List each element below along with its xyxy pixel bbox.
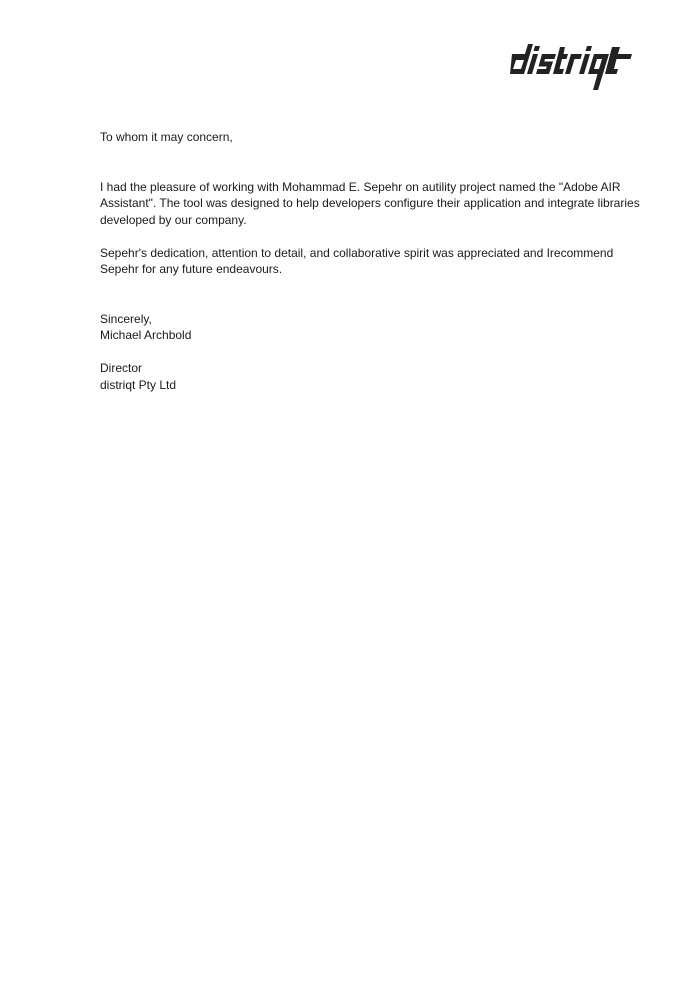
body-paragraph: Sepehr's dedication, attention to detail, and collaborative spirit was appreciated and Irecommend Sepehr for any future endeavours. [100, 245, 614, 276]
signer-title: Director [100, 361, 143, 375]
logo-text [508, 92, 509, 93]
closing: Sincerely, [100, 311, 152, 326]
distriqt-logo [508, 40, 636, 92]
signer-name: Michael Archbold [100, 328, 192, 342]
body-paragraph: I had the pleasure of working with Mohammad E. Sepehr on autility project named the "Adobe AIR Assistant". The tool was designed to help developers configure their application and integrate libraries developed by our company. [100, 179, 640, 227]
letter-body [100, 129, 640, 393]
signer-company: distriqt Pty Ltd [100, 377, 177, 392]
salutation: To whom it may concern, [100, 130, 233, 144]
